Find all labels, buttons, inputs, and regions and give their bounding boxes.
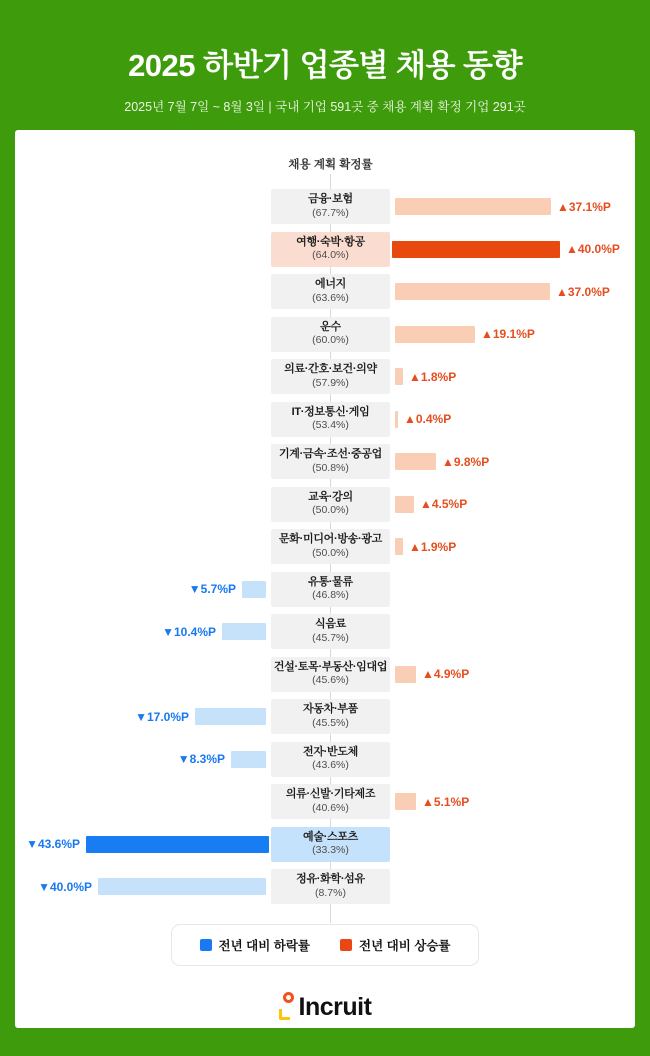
increase-bar — [395, 496, 414, 513]
change-value-label: ▼10.4%P — [162, 624, 216, 639]
change-value-label: ▲37.1%P — [557, 199, 611, 214]
increase-bar-area — [390, 189, 635, 224]
industry-row — [15, 742, 635, 777]
axis-label: 채용 계획 확정률 — [288, 159, 373, 171]
industry-rate: (43.6%) — [312, 759, 349, 772]
industry-row — [15, 317, 635, 352]
increase-bar-area — [390, 827, 635, 862]
industry-name: 건설·토목·부동산·임대업 — [273, 660, 388, 673]
industry-label-box — [271, 742, 390, 777]
decline-bar-area — [15, 869, 271, 904]
change-value-label: ▼5.7%P — [188, 582, 236, 596]
decline-bar — [98, 878, 266, 895]
change-value-label: ▲1.9%P — [409, 539, 457, 554]
increase-bar — [395, 198, 551, 215]
increase-bar — [395, 368, 403, 385]
page-title: 2025 하반기 업종별 채용 동향 — [128, 48, 522, 83]
legend-item-increase — [340, 936, 450, 954]
change-value-label: ▲0.4%P — [404, 412, 452, 426]
increase-swatch-icon — [340, 939, 352, 951]
industry-name: 예술·스포츠 — [303, 830, 358, 843]
change-value-label: ▲19.1%P — [481, 327, 535, 341]
industry-label-box — [271, 827, 390, 862]
industry-row — [15, 699, 635, 734]
chart-card — [15, 130, 635, 1028]
industry-row — [15, 232, 635, 267]
industry-label-box — [271, 572, 390, 607]
industry-name: IT·정보통신·게임 — [291, 405, 370, 418]
increase-bar — [395, 326, 475, 343]
industry-name: 전자·반도체 — [303, 745, 358, 758]
industry-rate: (50.0%) — [312, 546, 349, 559]
industry-rate: (64.0%) — [312, 249, 349, 262]
industry-rate: (57.9%) — [312, 376, 349, 389]
industry-label-box — [271, 274, 390, 309]
industry-name: 유통·물류 — [308, 575, 353, 588]
increase-bar-area — [390, 572, 635, 607]
decline-bar-area — [15, 657, 271, 692]
industry-rate: (33.3%) — [312, 844, 349, 857]
decline-bar-area — [15, 487, 271, 522]
industry-name: 식음료 — [315, 618, 346, 631]
decline-bar — [231, 751, 266, 768]
industry-rate: (63.6%) — [312, 291, 349, 304]
increase-bar-area — [390, 487, 635, 522]
increase-bar-area — [390, 869, 635, 904]
industry-label-box — [271, 699, 390, 734]
increase-bar-area — [390, 402, 635, 437]
decline-swatch-icon — [200, 939, 212, 951]
increase-bar — [395, 793, 416, 810]
increase-bar — [395, 411, 398, 428]
industry-label-box — [271, 529, 390, 564]
industry-rate: (45.5%) — [312, 716, 349, 729]
legend-label-decline: 전년 대비 하락률 — [218, 939, 310, 953]
industry-row — [15, 402, 635, 437]
industry-name: 에너지 — [315, 278, 346, 291]
industry-row — [15, 189, 635, 224]
industry-row — [15, 784, 635, 819]
industry-label-box — [271, 614, 390, 649]
industry-label-box — [271, 189, 390, 224]
increase-bar-area — [390, 444, 635, 479]
decline-bar — [222, 623, 266, 640]
increase-bar-area — [390, 699, 635, 734]
increase-bar-area — [390, 317, 635, 352]
incruit-logo — [15, 992, 635, 1022]
increase-bar-area — [390, 274, 635, 309]
industry-rate: (40.6%) — [312, 801, 349, 814]
decline-bar — [86, 836, 269, 853]
industry-label-box — [271, 317, 390, 352]
decline-bar-area — [15, 614, 271, 649]
decline-bar — [242, 581, 266, 598]
industry-rate: (50.0%) — [312, 504, 349, 517]
increase-bar-area — [390, 232, 635, 267]
decline-bar-area — [15, 572, 271, 607]
change-value-label: ▲5.1%P — [422, 794, 470, 809]
industry-row — [15, 444, 635, 479]
increase-bar-area — [390, 657, 635, 692]
legend — [171, 924, 480, 966]
change-value-label: ▲1.8%P — [409, 369, 457, 384]
decline-bar-area — [15, 402, 271, 437]
decline-bar-area — [15, 232, 271, 267]
industry-rows — [15, 189, 635, 904]
decline-bar-area — [15, 317, 271, 352]
industry-row — [15, 274, 635, 309]
industry-row — [15, 487, 635, 522]
change-value-label: ▼17.0%P — [135, 709, 189, 724]
industry-rate: (8.7%) — [315, 886, 346, 899]
change-value-label: ▲40.0%P — [566, 242, 620, 256]
industry-label-box — [271, 657, 390, 692]
industry-row — [15, 657, 635, 692]
industry-row — [15, 827, 635, 862]
industry-label-box — [271, 869, 390, 904]
decline-bar-area — [15, 274, 271, 309]
industry-name: 자동차·부품 — [303, 703, 358, 716]
industry-name: 운수 — [320, 320, 341, 333]
increase-bar — [392, 241, 560, 258]
logo-text: Incruit — [298, 992, 372, 1021]
increase-bar — [395, 538, 403, 555]
industry-rate: (60.0%) — [312, 334, 349, 347]
change-value-label: ▼40.0%P — [38, 879, 92, 894]
industry-name: 의료·간호·보건·의약 — [284, 363, 377, 376]
industry-label-box — [271, 487, 390, 522]
decline-bar-area — [15, 444, 271, 479]
header — [0, 0, 650, 130]
change-value-label: ▲9.8%P — [442, 454, 490, 469]
increase-bar-area — [390, 614, 635, 649]
increase-bar-area — [390, 742, 635, 777]
decline-bar-area — [15, 359, 271, 394]
decline-bar-area — [15, 529, 271, 564]
logo-ring-icon — [283, 992, 294, 1003]
industry-rate: (53.4%) — [312, 419, 349, 432]
industry-row — [15, 614, 635, 649]
increase-bar — [395, 453, 436, 470]
decline-bar-area — [15, 189, 271, 224]
page-subtitle: 2025년 7월 7일 ~ 8월 3일 | 국내 기업 591곳 중 채용 계획 확정 기업 291곳 — [124, 100, 526, 114]
increase-bar — [395, 666, 416, 683]
industry-label-box — [271, 784, 390, 819]
industry-name: 기계·금속·조선·중공업 — [278, 448, 383, 461]
legend-label-increase: 전년 대비 상승률 — [359, 939, 451, 953]
legend-wrap — [15, 924, 635, 966]
industry-name: 여행·숙박·항공 — [296, 235, 365, 248]
industry-rate: (46.8%) — [312, 589, 349, 602]
change-value-label: ▼43.6%P — [26, 837, 80, 851]
industry-row — [15, 572, 635, 607]
industry-name: 문화·미디어·방송·광고 — [278, 533, 383, 546]
industry-rate: (45.6%) — [312, 674, 349, 687]
industry-label-box — [271, 232, 390, 267]
industry-name: 교육·강의 — [308, 490, 353, 503]
decline-bar-area — [15, 827, 271, 862]
logo-nieun-icon — [279, 1009, 290, 1020]
industry-name: 금융·보험 — [308, 193, 353, 206]
decline-bar-area — [15, 784, 271, 819]
legend-item-decline — [200, 936, 310, 954]
change-value-label: ▲4.5%P — [420, 497, 468, 511]
increase-bar-area — [390, 359, 635, 394]
industry-name: 정유·화학·섬유 — [296, 873, 365, 886]
industry-label-box — [271, 444, 390, 479]
change-value-label: ▼8.3%P — [177, 752, 225, 766]
decline-bar-area — [15, 699, 271, 734]
decline-bar — [195, 708, 266, 725]
industry-label-box — [271, 359, 390, 394]
industry-label-box — [271, 402, 390, 437]
decline-bar-area — [15, 742, 271, 777]
industry-row — [15, 869, 635, 904]
change-value-label: ▲4.9%P — [422, 667, 470, 681]
industry-rate: (50.8%) — [312, 461, 349, 474]
increase-bar-area — [390, 529, 635, 564]
industry-row — [15, 359, 635, 394]
industry-rate: (67.7%) — [312, 206, 349, 219]
increase-bar-area — [390, 784, 635, 819]
change-value-label: ▲37.0%P — [556, 284, 610, 299]
industry-name: 의류·신발·기타제조 — [285, 788, 376, 801]
increase-bar — [395, 283, 550, 300]
industry-row — [15, 529, 635, 564]
industry-rate: (45.7%) — [312, 631, 349, 644]
incruit-symbol-icon — [279, 992, 296, 1022]
